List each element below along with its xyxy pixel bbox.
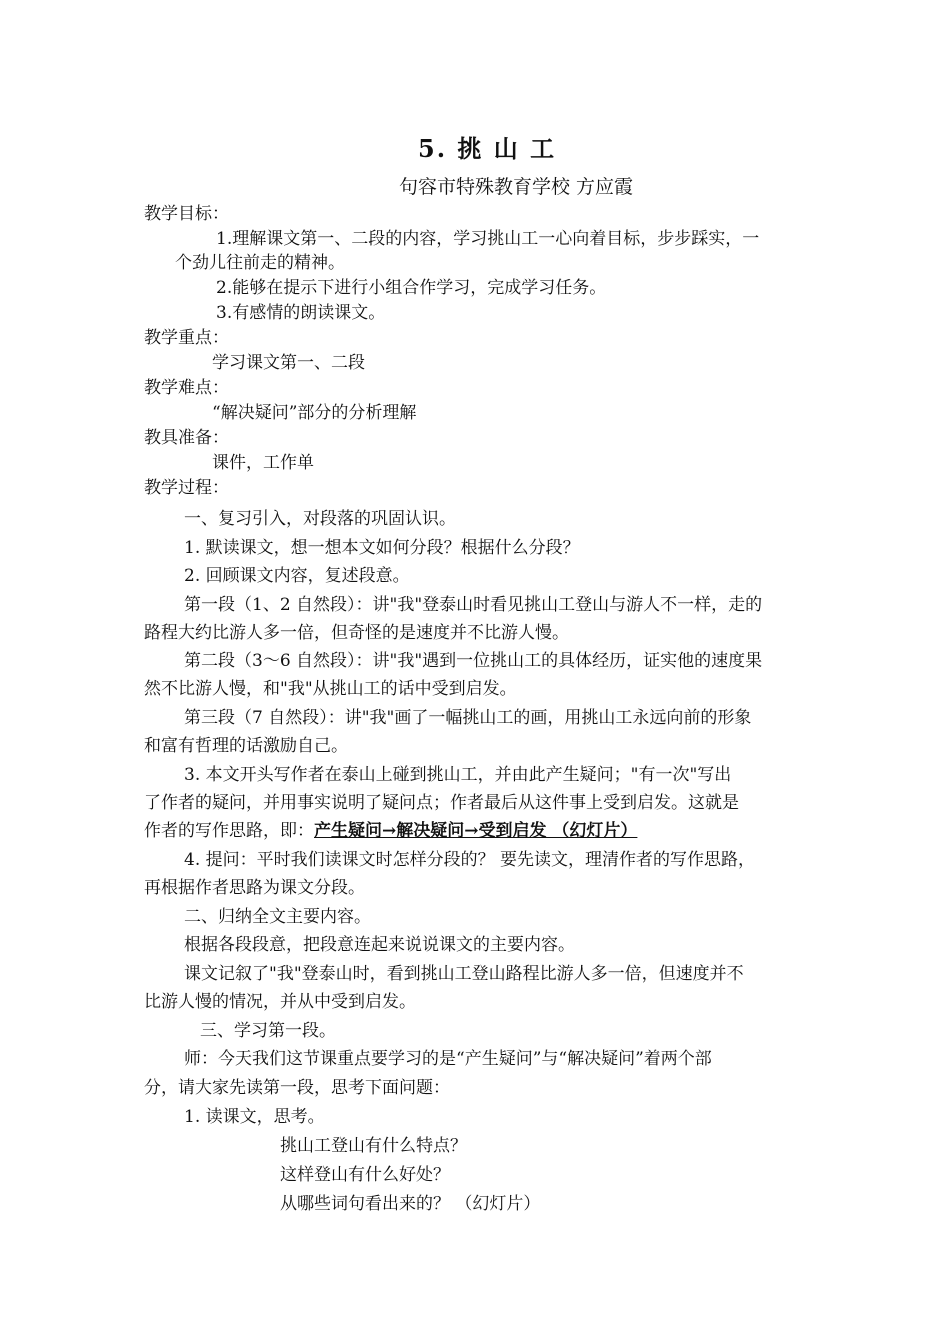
step-1-1: 1. 默读课文，想一想本文如何分段？根据什么分段？: [184, 538, 580, 558]
paragraph-3-line-1: 第三段（7 自然段）：讲"我"画了一幅挑山工的画，用挑山工永远向前的形象: [184, 708, 752, 728]
section-2-line-1: 根据各段段意，把段意连起来说说课文的主要内容。: [184, 935, 575, 955]
paragraph-2-line-1: 第二段（3～6 自然段）：讲"我"遇到一位挑山工的具体经历，证实他的速度果: [184, 651, 763, 671]
key-heading: 教学重点：: [144, 328, 229, 348]
objective-2: 2.能够在提示下进行小组合作学习，完成学习任务。: [216, 278, 607, 298]
section-3-heading: 三、学习第一段。: [200, 1021, 336, 1041]
step-1-3-line-2: 了作者的疑问，并用事实说明了疑问点；作者最后从这件事上受到启发。这就是: [144, 793, 739, 813]
step-1-4-line-1: 4. 提问：平时我们读课文时怎样分段的？ 要先读文，理清作者的写作思路，: [184, 850, 756, 870]
tools-text: 课件，工作单: [212, 453, 314, 473]
paragraph-2-line-2: 然不比游人慢，和"我"从挑山工的话中受到启发。: [144, 679, 517, 699]
question-1: 挑山工登山有什么特点？: [280, 1136, 467, 1156]
difficulty-heading: 教学难点：: [144, 378, 229, 398]
writing-idea-label: 作者的写作思路，即：: [144, 821, 314, 841]
step-3-1: 1. 读课文，思考。: [184, 1107, 325, 1127]
step-1-2: 2. 回顾课文内容，复述段意。: [184, 566, 410, 586]
question-3: 从哪些词句看出来的？ （幻灯片）: [280, 1194, 541, 1214]
objective-1: 1.理解课文第一、二段的内容，学习挑山工一心向着目标，步步踩实，一: [216, 229, 760, 249]
key-point: 学习课文第一、二段: [212, 353, 365, 373]
paragraph-3-line-2: 和富有哲理的话激励自己。: [144, 736, 348, 756]
section-3-line-1: 师：今天我们这节课重点要学习的是“产生疑问”与“解决疑问”着两个部: [184, 1049, 712, 1069]
step-1-4-line-2: 再根据作者思路为课文分段。: [144, 878, 365, 898]
paragraph-1-line-2: 路程大约比游人多一倍，但奇怪的是速度并不比游人慢。: [144, 623, 569, 643]
author-line: 句容市特殊教育学校 方应霞: [399, 176, 634, 198]
tools-heading: 教具准备：: [144, 428, 229, 448]
section-2-heading: 二、归纳全文主要内容。: [184, 907, 371, 927]
objectives-heading: 教学目标：: [144, 204, 229, 224]
paragraph-1-line-1: 第一段（1、2 自然段）：讲"我"登泰山时看见挑山工登山与游人不一样，走的: [184, 595, 763, 615]
section-3-line-2: 分，请大家先读第一段，思考下面问题：: [144, 1078, 450, 1098]
section-2-line-3: 比游人慢的情况，并从中受到启发。: [144, 992, 416, 1012]
objective-3: 3.有感情的朗读课文。: [216, 303, 386, 323]
section-2-line-2: 课文记叙了"我"登泰山时，看到挑山工登山路程比游人多一倍，但速度并不: [184, 964, 744, 984]
writing-idea-flow: 产生疑问→解决疑问→受到启发 （幻灯片）: [314, 821, 638, 841]
page-title: 5. 挑 山 工: [418, 134, 557, 163]
section-1-heading: 一、复习引入，对段落的巩固认识。: [184, 509, 456, 529]
objective-1-cont: 个劲儿往前走的精神。: [175, 253, 345, 273]
process-heading: 教学过程：: [144, 478, 229, 498]
step-1-3-line-1: 3. 本文开头写作者在泰山上碰到挑山工，并由此产生疑问；"有一次"写出: [184, 765, 732, 785]
step-1-3-line-3: [144, 820, 637, 842]
question-2: 这样登山有什么好处？: [280, 1165, 450, 1185]
difficulty-text: “解决疑问”部分的分析理解: [212, 403, 417, 423]
